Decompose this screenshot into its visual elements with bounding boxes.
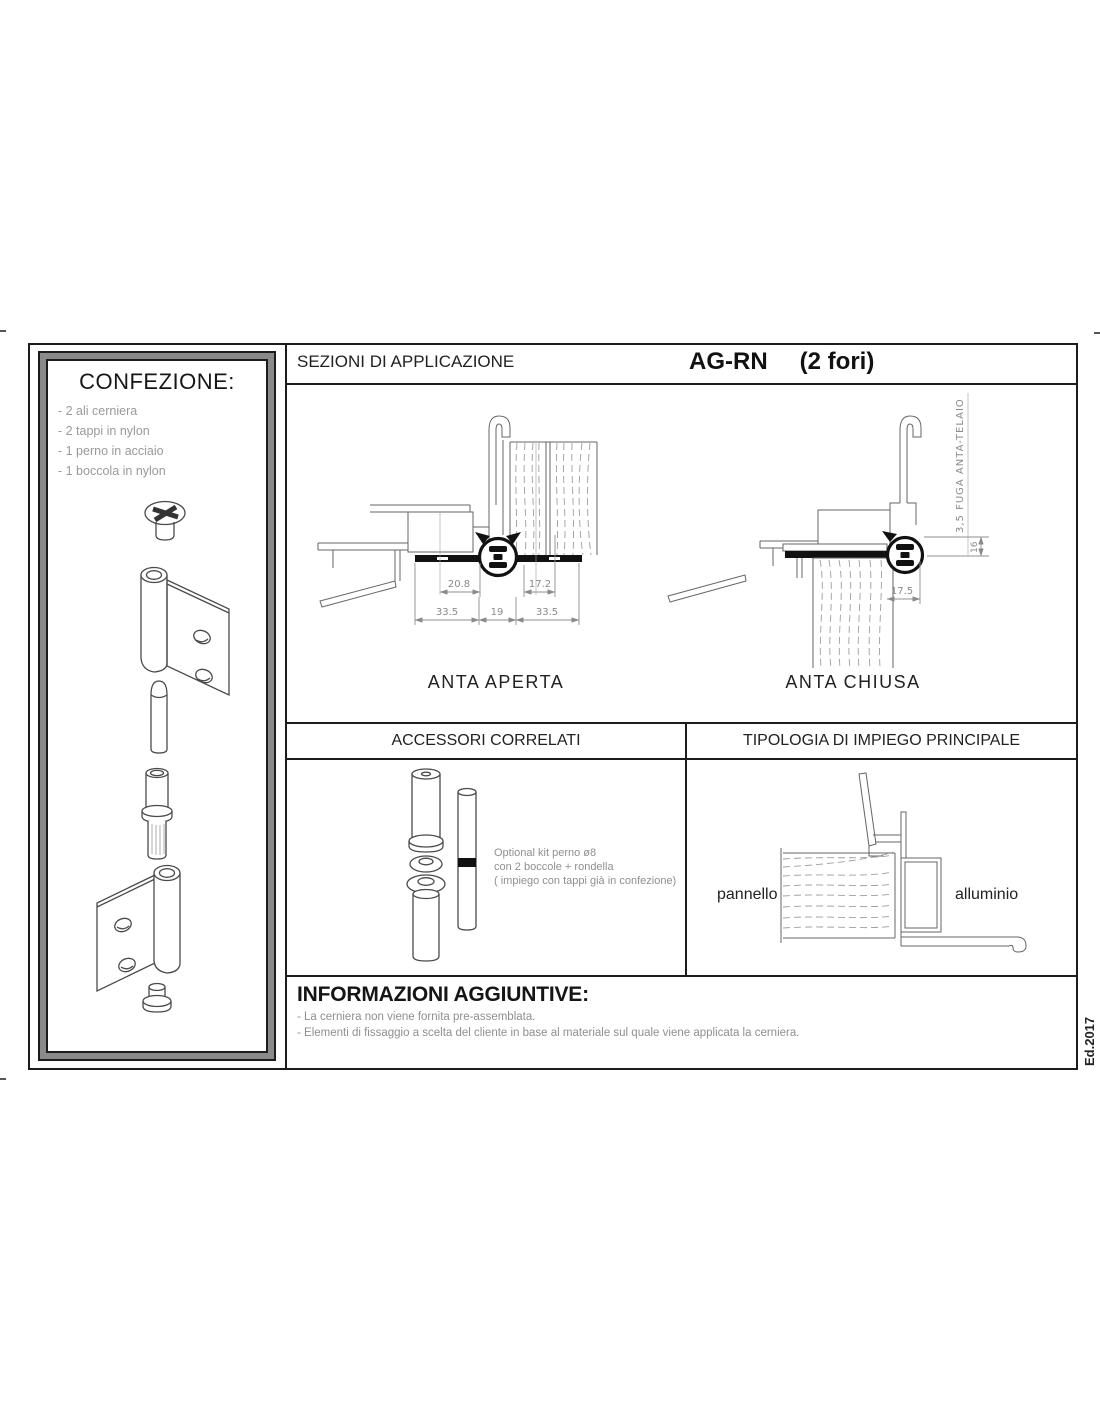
confezione-item: - 2 tappi in nylon <box>58 424 150 438</box>
confezione-panel <box>38 351 276 1061</box>
confezione-panel-border <box>40 353 274 1059</box>
accessories-header: ACCESSORI CORRELATI <box>287 724 685 760</box>
confezione-item: - 1 boccola in nylon <box>58 464 166 478</box>
accessories-note-line1: Optional kit perno ø8 <box>494 847 597 859</box>
panel-aluminium-section-drawing <box>781 773 1026 952</box>
confezione-item: - 2 ali cerniera <box>58 404 138 418</box>
sheet-right-area <box>285 345 1076 1068</box>
crop-mark-right-top <box>1094 332 1100 334</box>
application-sections-drawing <box>287 385 1076 722</box>
usage-header: TIPOLOGIA DI IMPIEGO PRINCIPALE <box>687 724 1076 760</box>
optional-pin-kit-drawing <box>407 769 476 961</box>
confezione-item: - 1 perno in acciaio <box>58 444 164 458</box>
anta-chiusa-label: ANTA CHIUSA <box>785 672 921 692</box>
hinge-wing-right-part <box>141 568 229 696</box>
nylon-cap-part <box>143 984 171 1013</box>
steel-pin-part <box>151 681 167 753</box>
sections-header-title: SEZIONI DI APPLICAZIONE <box>297 352 515 371</box>
additional-info-item: - Elementi di fissaggio a scelta del cliente in base al materiale sul quale viene applicata la cerniera. <box>297 1027 800 1039</box>
hinge-wing-left-part <box>97 866 180 992</box>
confezione-title: CONFEZIONE: <box>79 369 235 394</box>
product-code: AG-RN <box>689 348 768 375</box>
dim-20-8: 20.8 <box>447 579 471 590</box>
panel-label: pannello <box>717 886 778 903</box>
anta-aperta-diagram <box>318 416 597 692</box>
dim-16: 16 <box>970 541 980 553</box>
product-variant: (2 fori) <box>799 348 875 375</box>
sheet-frame <box>28 343 1078 1070</box>
anta-aperta-label: ANTA APERTA <box>427 672 565 692</box>
exploded-hinge-drawing <box>57 483 257 1053</box>
additional-info-section <box>287 975 1076 1068</box>
aluminium-label: alluminio <box>955 886 1019 903</box>
dim-33-5-left: 33.5 <box>435 607 459 618</box>
additional-info-item: - La cerniera non viene fornita pre-assemblata. <box>297 1011 536 1023</box>
accessories-note-line2: con 2 boccole + rondella <box>494 861 614 873</box>
anta-chiusa-diagram <box>668 393 989 692</box>
accessories-note-line3: ( impiego con tappi già in confezione) <box>494 875 677 887</box>
dim-17-2: 17.2 <box>528 579 552 590</box>
accessories-drawing <box>287 760 685 971</box>
nylon-bushing-part <box>142 769 172 860</box>
row2 <box>287 722 1076 975</box>
accessories-section <box>287 724 687 975</box>
dim-17-5: 17.5 <box>890 586 914 597</box>
crop-mark-left-top <box>0 330 6 332</box>
dim-fuga-anta-telaio: 3,5 FUGA ANTA-TELAIO <box>955 398 966 533</box>
usage-section <box>687 724 1076 975</box>
application-sections <box>287 385 1076 722</box>
edition-label: Ed.2017 <box>1082 1016 1097 1066</box>
additional-info-title: INFORMAZIONI AGGIUNTIVE: <box>297 983 589 1006</box>
confezione-list <box>58 401 266 481</box>
product-title <box>689 348 874 376</box>
dim-19: 19 <box>490 607 504 618</box>
dim-33-5-right: 33.5 <box>535 607 559 618</box>
crop-mark-left-bottom <box>0 1078 6 1080</box>
usage-drawing <box>687 760 1076 971</box>
screw-cap-part <box>145 502 185 541</box>
sections-header-row <box>287 345 1076 385</box>
